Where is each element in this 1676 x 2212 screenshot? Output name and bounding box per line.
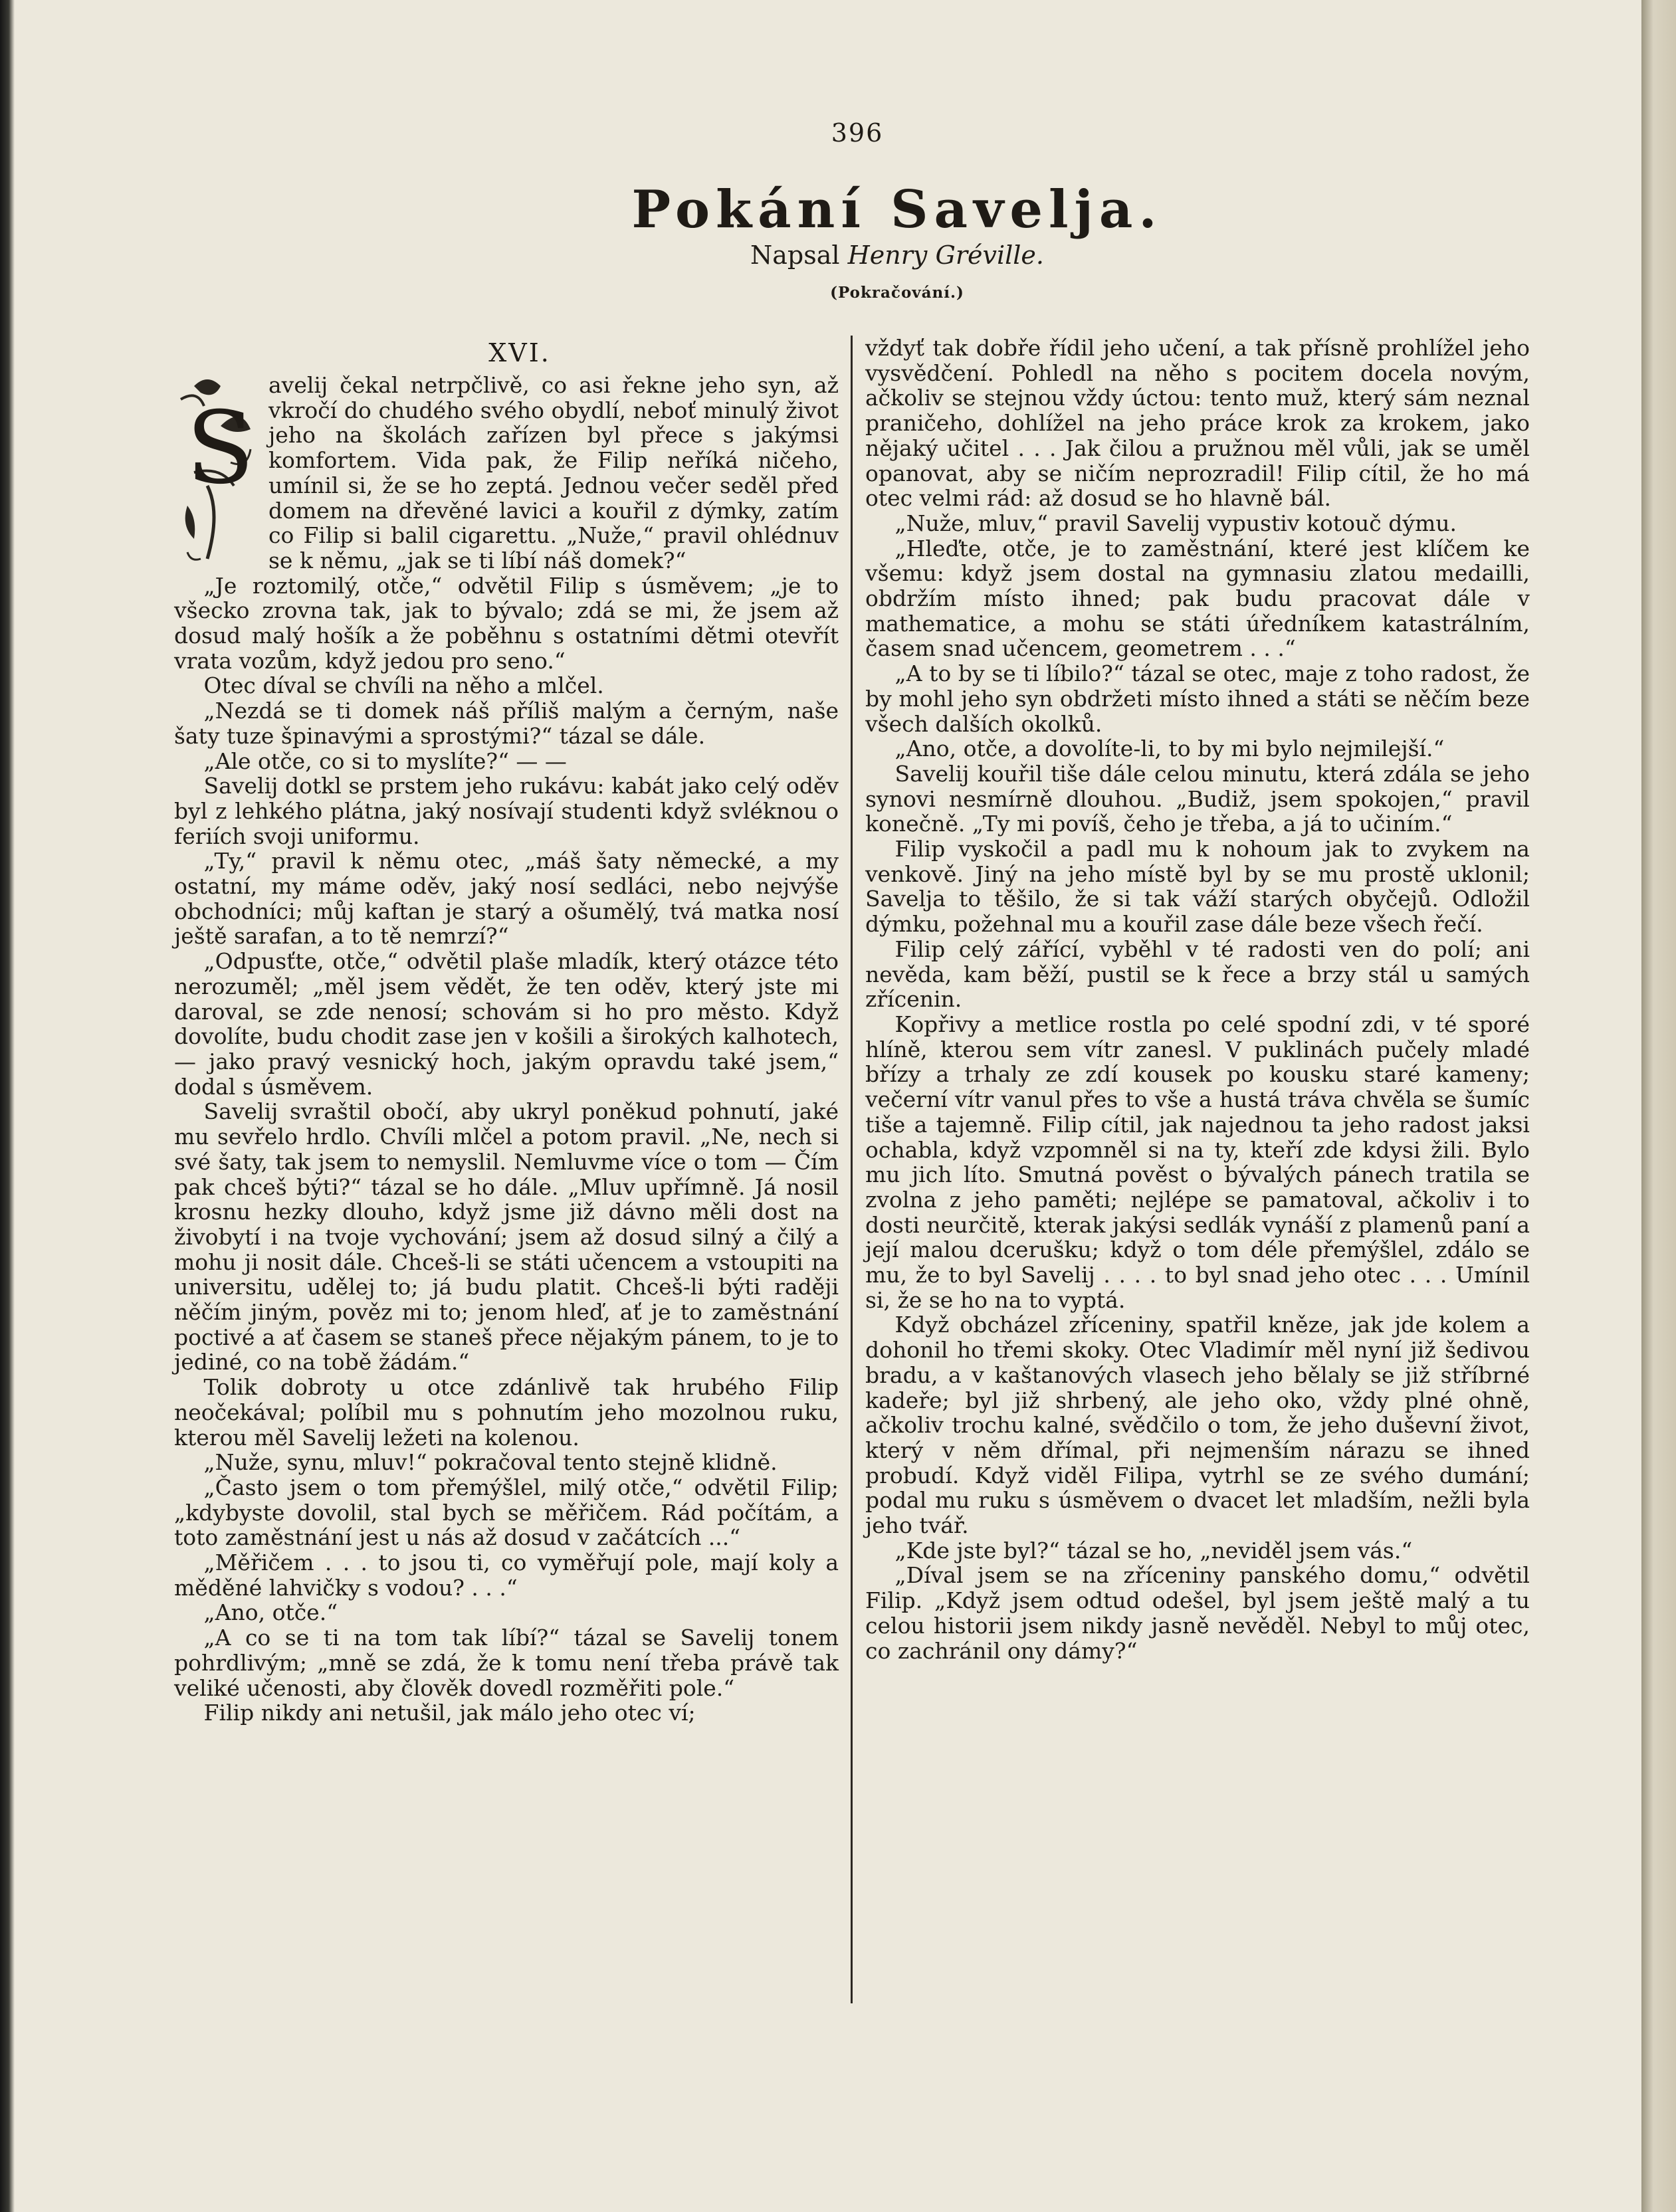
drop-cap-ornament (174, 373, 259, 572)
paragraph: „Kde jste byl?“ tázal se ho, „neviděl jsem vás.“ (894, 1537, 1413, 1563)
byline-prefix: Napsal (750, 241, 840, 270)
scan-edge-right (1641, 0, 1676, 2212)
paragraph: „A co se ti na tom tak líbí?“ tázal se Savelij tonem pohrdlivým; „mně se zdá, že k tomu není třeba právě tak veliké učenosti, aby člověk dovedl rozměřiti pole.“ (174, 1625, 839, 1701)
paragraph: Otec díval se chvíli na něho a mlčel. (203, 672, 604, 699)
paragraph: avelij čekal netrpčlivě, co asi řekne jeho syn, až vkročí do chudého svého obydlí, neboť minulý život jeho na školách zařízen byl přece s jakýmsi komfortem. Vida pak, že Filip neříká ničeho, umínil si, že se ho zeptá. Jednou večer seděl před domem na dřevěné lavici a kouřil z dýmky, zatím co Filip si balil cigarettu. „Nuže,“ pravil ohlédnuv se k němu, „jak se ti líbí náš domek?“ (268, 372, 839, 573)
paragraph: „Ano, otče, a dovolíte-li, to by mi bylo nejmilejší.“ (894, 736, 1445, 762)
chapter-heading: XVI. (488, 338, 551, 367)
drop-cap-letter: S (186, 391, 255, 506)
paragraph: „Odpusťte, otče,“ odvětil plaše mladík, který otázce této nerozuměl; „měl jsem vědět, že ten oděv, který jste mi daroval, se zde nenosí; schovám si ho pro město. Když dovolíte, budu chodit zase jen v košili a širokých kalhotech, — jako pravý vesnický hoch, jakým opravdu také jsem,“ dodal s úsměvem. (174, 948, 839, 1100)
paragraph: Filip nikdy ani netušil, jak málo jeho otec ví; (203, 1700, 696, 1726)
byline-author: Henry Gréville. (847, 241, 1044, 270)
paragraph: „A to by se ti líbilo?“ tázal se otec, maje z toho radost, že by mohl jeho syn obdržeti místo ihned a státi se něčím beze všech dalších okolků. (865, 660, 1530, 737)
ornament-vine-icon (174, 373, 259, 572)
paragraph: Filip celý zářící, vyběhl v té radosti ven do polí; ani nevěda, kam běží, pustil se k řece a brzy stál u samých zřícenin. (865, 936, 1530, 1013)
paragraph: Savelij kouřil tiše dále celou minutu, která zdála se jeho synovi nesmírně dlouhou. „Budiž, jsem spokojen,“ pravil konečně. „Ty mi povíš, čeho je třeba, a já to učiním.“ (865, 760, 1530, 837)
continuation-note: (Pokračování.) (830, 284, 964, 302)
paragraph: „Nuže, mluv,“ pravil Savelij vypustiv kotouč dýmu. (894, 510, 1457, 536)
paragraph: „Nezdá se ti domek náš příliš malým a černým, naše šaty tuze špinavými a sprostými?“ tázal se dále. (174, 698, 839, 749)
paragraph: Tolik dobroty u otce zdánlivě tak hrubého Filip neočekával; políbil mu s pohnutím jeho mozolnou ruku, kterou měl Savelij ležeti na kolenou. (174, 1374, 839, 1451)
scan-edge-left (0, 0, 15, 2212)
text-column-left (174, 336, 839, 1726)
paragraph: Když obcházel zříceniny, spatřil kněze, jak jde kolem a dohonil ho třemi skoky. Otec Vladimír měl nyní již šedivou bradu, a v kaštanových vlasech jeho bělaly se již stříbrné kadeře; byl již shrbený, ale jeho oko, vždy plné ohně, ačkoliv trochu kalné, svědčilo o tom, že jeho duševní život, který v něm dřímal, při nejmenším nárazu se ihned probudí. Když viděl Filipa, vytrhl se ze svého dumání; podal mu ruku s úsměvem o dvacet let mladším, nežli byla jeho tvář. (865, 1312, 1530, 1539)
paragraph: Savelij dotkl se prstem jeho rukávu: kabát jako celý oděv byl z lehkého plátna, jaký nosívají studenti když svléknou o feriích svoji uniformu. (174, 773, 839, 849)
paragraph: „Často jsem o tom přemýšlel, milý otče,“ odvětil Filip; „kdybyste dovolil, stal bych se měřičem. Rád počítám, a toto zaměstnání jest u nás až dosud v začátcích ...“ (174, 1474, 839, 1551)
paragraph: „Měřičem . . . to jsou ti, co vyměřují pole, mají koly a měděné lahvičky s vodou? . . .“ (174, 1550, 839, 1601)
text-column-right (865, 336, 1530, 1663)
paragraph: „Ano, otče.“ (203, 1599, 338, 1626)
paragraph: „Hleďte, otče, je to zaměstnání, které jest klíčem ke všemu: když jsem dostal na gymnasiu zlatou medailli, obdržím místo ihned; pak budu pracovat dále v mathematice, a mohu se státi úředníkem katastrálním, časem snad učencem, geometrem . . .“ (865, 535, 1530, 662)
paragraph: „Je roztomilý, otče,“ odvětil Filip s úsměvem; „je to všecko zrovna tak, jak to bývalo; zdá se mi, že jsem až dosud malý hošík a že poběhnu s ostatními dětmi otevřít vrata vozům, když jedou pro seno.“ (174, 572, 839, 674)
paragraph: „Díval jsem se na zříceniny panského domu,“ odvětil Filip. „Když jsem odtud odešel, byl jsem ještě malý a tu celou historii jsem nikdy jasně nevěděl. Nebyl to můj otec, co zachránil ony dámy?“ (865, 1562, 1530, 1664)
article-title: Pokání Savelja. (631, 179, 1163, 240)
page-number: 396 (831, 118, 884, 148)
paragraph: „Nuže, synu, mluv!“ pokračoval tento stejně klidně. (203, 1449, 778, 1476)
byline (631, 241, 1163, 270)
column-divider (851, 336, 853, 2003)
paragraph: „Ale otče, co si to myslíte?“ — — (203, 748, 567, 774)
paragraph: Kopřivy a metlice rostla po celé spodní zdi, v té sporé hlíně, kterou sem vítr zanesl. V puklinách pučely mladé břízy a trhaly ze zdí kousek po kousku staré kameny; večerní vítr vanul přes to vše a hustá tráva chvěla se šumíc tiše a tajemně. Filip cítil, jak najednou ta jeho radost jaksi ochabla, když vzpomněl si na ty, kteří zde kdysi žili. Bylo mu jich líto. Smutná pověst o bývalých pánech tratila se zvolna z jeho paměti; nejlépe se pamatoval, ačkoliv i to dosti neurčitě, kterak jakýsi sedlák vynáší z plamenů paní a její malou dcerušku; když o tom déle přemýšlel, zdálo se mu, že to byl Savelij . . . . to byl snad jeho otec . . . Umínil si, že se ho na to vyptá. (865, 1011, 1530, 1313)
paragraph: Savelij svraštil obočí, aby ukryl poněkud pohnutí, jaké mu sevřelo hrdlo. Chvíli mlčel a potom pravil. „Ne, nech si své šaty, tak jsem to nemyslil. Nemluvme více o tom — Čím pak chceš býti?“ tázal se ho dále. „Mluv upřímně. Já nosil krosnu hezky dlouho, když jsme již dávno měli dost na živobytí i na tvoje vychování; jsem až dosud silný a čilý a mohu ji nosit dále. Chceš-li se státi učencem a vstoupiti na universitu, udělej to; já budu platit. Chceš-li býti raději něčím jiným, pověz mi to; jenom hleď, ať je to zaměstnání poctivé a ať časem se staneš přece nějakým pánem, to je to jediné, co na tobě žádám.“ (174, 1098, 839, 1375)
paragraph: „Ty,“ pravil k němu otec, „máš šaty německé, a my ostatní, my máme oděv, jaký nosí sedláci, nebo nejvýše obchodníci; můj kaftan je starý a ošumělý, tvá matka nosí ještě sarafan, a to tě nemrzí?“ (174, 848, 839, 950)
paragraph: Filip vyskočil a padl mu k nohoum jak to zvykem na venkově. Jiný na jeho místě byl by se mu prostě uklonil; Savelja to těšilo, že si tak váží starých obyčejů. Odložil dýmku, požehnal mu a kouřil zase dále beze všech řečí. (865, 836, 1530, 938)
paragraph: vždyť tak dobře řídil jeho učení, a tak přísně prohlížel jeho vysvědčení. Pohledl na něho s pocitem docela novým, ačkoliv se stejnou vždy úctou: tento muž, který sám neznal praničeho, dohlížel na jeho práce krok za krokem, jako nějaký učitel . . . Jak čilou a pružnou měl vůli, jak se uměl opanovat, aby se ničím neprozradil! Filip cítil, že ho má otec velmi rád: až dosud se ho hlavně bál. (865, 335, 1530, 512)
